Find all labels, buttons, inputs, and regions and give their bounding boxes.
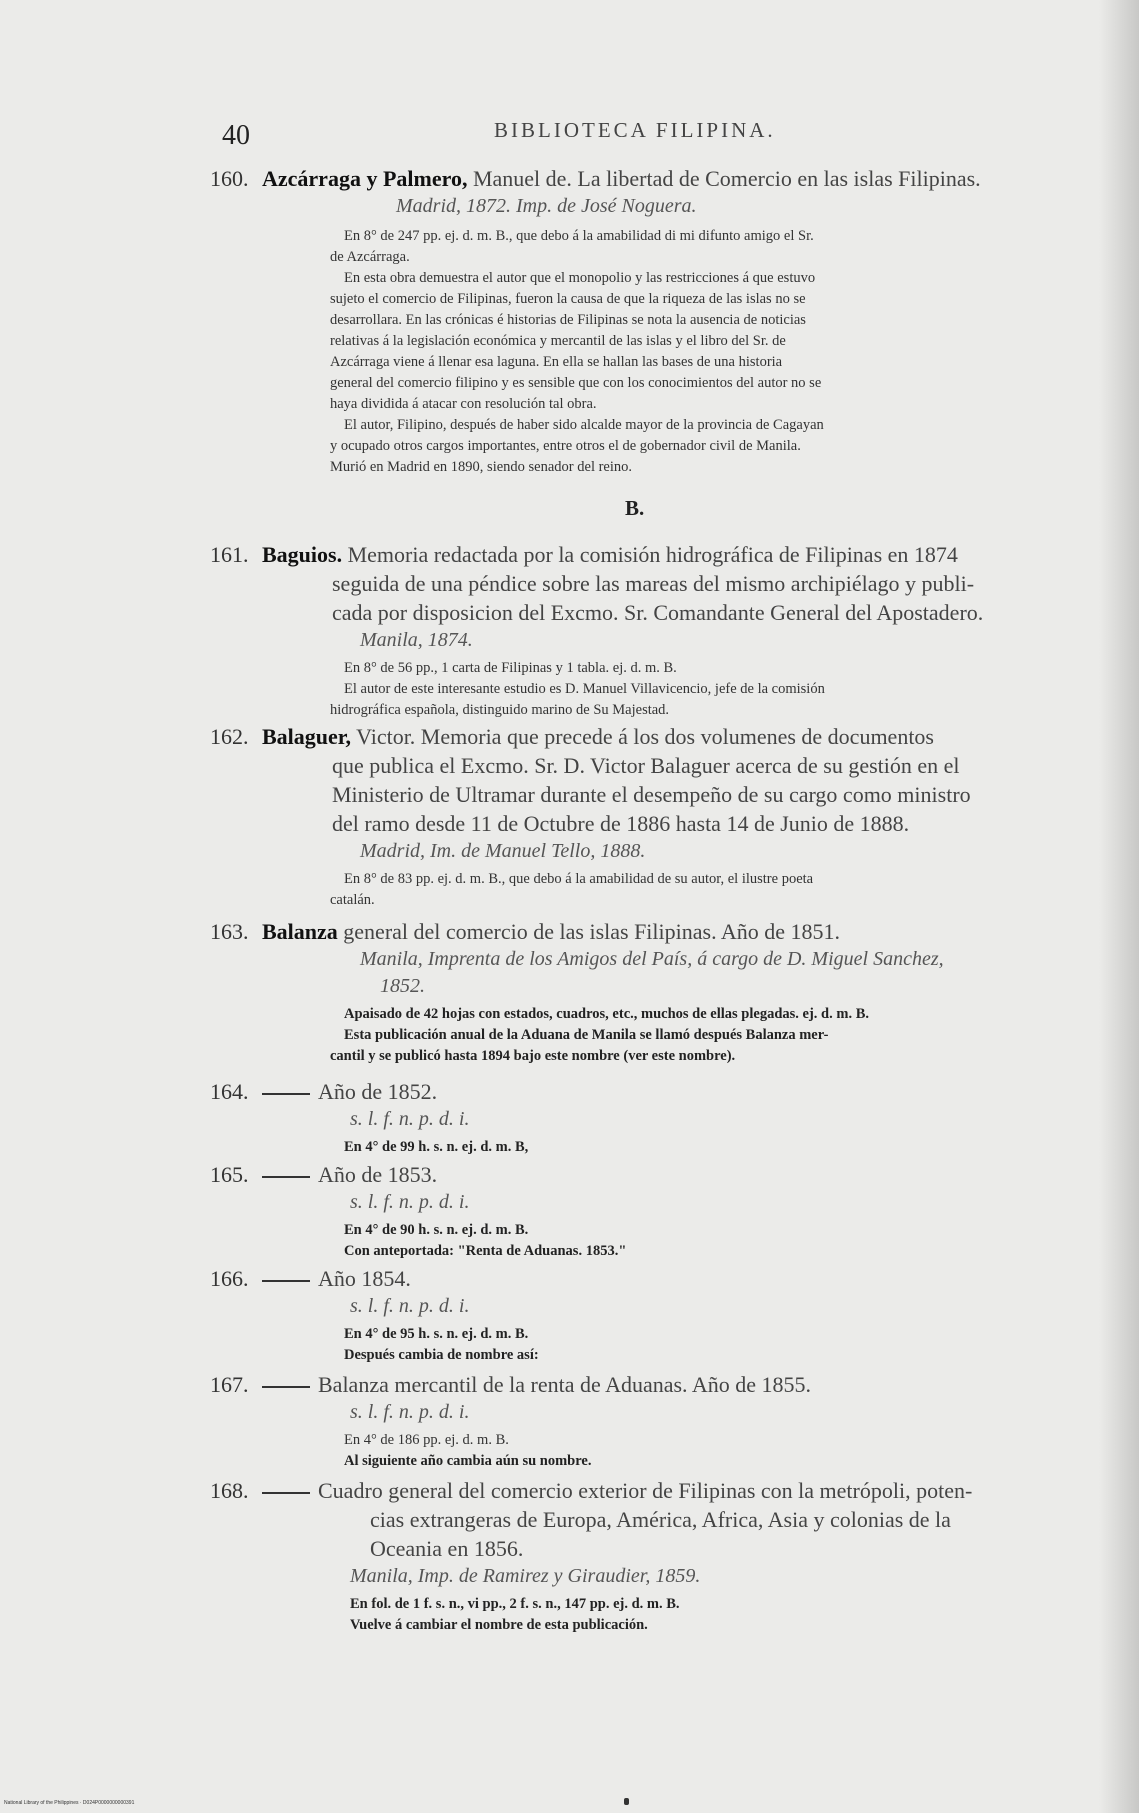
entry-number: 165. — [210, 1162, 249, 1187]
entry-imprint: s. l. f. n. p. d. i. — [350, 1108, 470, 1130]
entry-imprint: 1852. — [380, 975, 425, 997]
entry-note: En 4° de 186 pp. ej. d. m. B. — [344, 1432, 509, 1448]
entry-author: Azcárraga y Palmero, — [262, 166, 468, 191]
entry-title-cont: del ramo desde 11 de Octubre de 1886 hasta 14 de Junio de 1888. — [332, 811, 910, 836]
entry-note: En 8° de 56 pp., 1 carta de Filipinas y 1 tabla. ej. d. m. B. — [344, 660, 677, 676]
entry-note: Apaisado de 42 hojas con estados, cuadros, etc., muchos de ellas plegadas. ej. d. m. B. — [344, 1006, 869, 1022]
entry-160 — [210, 164, 1075, 478]
entry-title: Victor. Memoria que precede á los dos volumenes de documentos — [356, 724, 934, 749]
entry-note: En 4° de 90 h. s. n. ej. d. m. B. — [344, 1222, 529, 1238]
entry-number: 163. — [210, 919, 249, 944]
entry-title-cont: Ministerio de Ultramar durante el desempeño de su cargo como ministro — [332, 782, 971, 807]
entry-number: 167. — [210, 1372, 249, 1397]
entry-title: Cuadro general del comercio exterior de Filipinas con la metrópoli, poten- — [318, 1478, 973, 1503]
entry-note: catalán. — [330, 892, 375, 908]
ditto-dash — [262, 1093, 310, 1095]
entry-note: sujeto el comercio de Filipinas, fueron la causa de que la riqueza de las islas no se — [330, 291, 806, 307]
entry-note: y ocupado otros cargos importantes, entre otros el de gobernador civil de Manila. — [330, 438, 801, 454]
entry-imprint: Manila, Imp. de Ramirez y Giraudier, 1859. — [350, 1565, 701, 1587]
entry-note: Murió en Madrid en 1890, siendo senador del reino. — [330, 459, 633, 475]
entry-note: En esta obra demuestra el autor que el monopolio y las restricciones á que estuvo — [344, 270, 816, 286]
section-letter: B. — [625, 496, 645, 520]
entry-number: 168. — [210, 1478, 249, 1503]
page-header — [222, 112, 1072, 152]
entry-note: haya dividida á atacar con resolución tal obra. — [330, 396, 597, 412]
entry-163 — [210, 917, 1075, 1067]
entry-imprint: s. l. f. n. p. d. i. — [350, 1295, 470, 1317]
entry-note: cantil y se publicó hasta 1894 bajo este nombre (ver este nombre). — [330, 1048, 736, 1064]
entry-title: Año 1854. — [318, 1266, 411, 1291]
entry-title-cont: seguida de una péndice sobre las mareas del mismo archipiélago y publi- — [332, 571, 975, 596]
entry-note: desarrollara. En las crónicas é historias de Filipinas se nota la ausencia de noticias — [330, 312, 806, 328]
entry-title: Memoria redactada por la comisión hidrográfica de Filipinas en 1874 — [347, 542, 958, 567]
entry-number: 160. — [210, 166, 249, 191]
entry-imprint: s. l. f. n. p. d. i. — [350, 1191, 470, 1213]
entry-note: general del comercio filipino y es sensible que con los conocimientos del autor no se — [330, 375, 822, 391]
entry-imprint: s. l. f. n. p. d. i. — [350, 1401, 470, 1423]
entry-note: En 8° de 83 pp. ej. d. m. B., que debo á la amabilidad de su autor, el ilustre poeta — [344, 871, 814, 887]
entry-168 — [210, 1476, 1075, 1636]
entry-note: En 4° de 99 h. s. n. ej. d. m. B, — [344, 1139, 529, 1155]
entry-title: general del comercio de las islas Filipinas. Año de 1851. — [343, 919, 841, 944]
entry-note: Al siguiente año cambia aún su nombre. — [344, 1453, 592, 1469]
entry-title: Año de 1852. — [318, 1079, 438, 1104]
entry-number: 166. — [210, 1266, 249, 1291]
entry-note: Vuelve á cambiar el nombre de esta publicación. — [350, 1617, 648, 1633]
entry-imprint: Madrid, 1872. Imp. de José Noguera. — [396, 195, 697, 217]
entry-imprint: Manila, Imprenta de los Amigos del País, á cargo de D. Miguel Sanchez, — [360, 948, 944, 970]
entry-title-cont: cada por disposicion del Excmo. Sr. Comandante General del Apostadero. — [332, 600, 984, 625]
entry-165 — [210, 1160, 1075, 1262]
entry-title: Año de 1853. — [318, 1162, 438, 1187]
page-number: 40 — [222, 120, 250, 151]
entry-author: Balanza — [262, 919, 338, 944]
entry-author: Balaguer, — [262, 724, 352, 749]
running-title: BIBLIOTECA FILIPINA. — [494, 118, 776, 142]
entry-note: hidrográfica española, distinguido marino de Su Majestad. — [330, 702, 670, 718]
entry-note: de Azcárraga. — [330, 249, 410, 265]
entry-note: relativas á la legislación económica y mercantil de las islas y el libro del Sr. de — [330, 333, 786, 349]
entry-note: Con anteportada: "Renta de Aduanas. 1853." — [344, 1243, 627, 1259]
entry-note: En 8° de 247 pp. ej. d. m. B., que debo á la amabilidad di mi difunto amigo el Sr. — [344, 228, 814, 244]
ditto-dash — [262, 1386, 310, 1388]
entry-note: Después cambia de nombre así: — [344, 1347, 539, 1363]
entry-164 — [210, 1077, 1075, 1158]
entry-title-cont: Oceania en 1856. — [370, 1536, 524, 1561]
entry-note: En fol. de 1 f. s. n., vi pp., 2 f. s. n., 147 pp. ej. d. m. B. — [350, 1596, 680, 1612]
ditto-dash — [262, 1176, 310, 1178]
entry-author: Baguios. — [262, 542, 343, 567]
entry-161 — [210, 540, 1075, 721]
ditto-dash — [262, 1492, 310, 1494]
entry-title: Manuel de. La libertad de Comercio en las islas Filipinas. — [472, 166, 981, 191]
entry-note: El autor de este interesante estudio es D. Manuel Villavicencio, jefe de la comisión — [344, 681, 825, 697]
entry-note: El autor, Filipino, después de haber sido alcalde mayor de la provincia de Cagayan — [344, 417, 824, 433]
entry-note: Azcárraga viene á llenar esa laguna. En ella se hallan las bases de una historia — [330, 354, 783, 370]
ink-speck — [624, 1798, 629, 1805]
entry-imprint: Manila, 1874. — [360, 629, 473, 651]
entry-number: 161. — [210, 542, 249, 567]
entry-166 — [210, 1264, 1075, 1366]
entry-number: 164. — [210, 1079, 249, 1104]
entry-number: 162. — [210, 724, 249, 749]
page-edge-shadow — [1099, 0, 1139, 1813]
entry-title-cont: cias extrangeras de Europa, América, Africa, Asia y colonias de la — [370, 1507, 951, 1532]
entry-note: Esta publicación anual de la Aduana de Manila se llamó después Balanza mer- — [344, 1027, 829, 1043]
entry-title: Balanza mercantil de la renta de Aduanas. Año de 1855. — [318, 1372, 811, 1397]
ditto-dash — [262, 1280, 310, 1282]
scan-credit: National Library of the Philippines · D024P0000000000391 — [4, 1800, 135, 1806]
entry-note: En 4° de 95 h. s. n. ej. d. m. B. — [344, 1326, 529, 1342]
entry-title-cont: que publica el Excmo. Sr. D. Victor Balaguer acerca de su gestión en el — [332, 753, 960, 778]
entry-imprint: Madrid, Im. de Manuel Tello, 1888. — [360, 840, 646, 862]
entry-167 — [210, 1370, 1075, 1472]
entry-162 — [210, 722, 1075, 911]
